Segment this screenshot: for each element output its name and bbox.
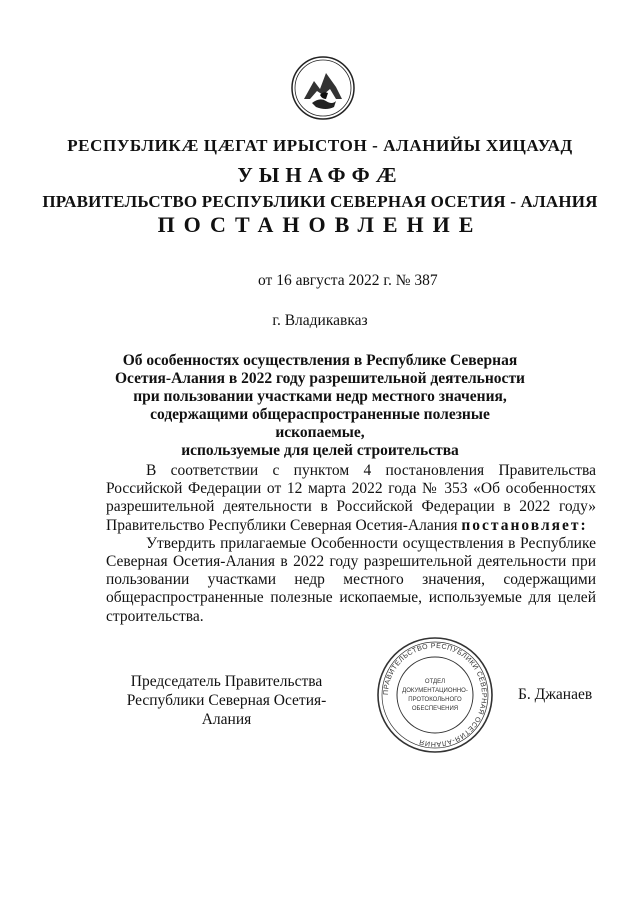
subject-line: содержащими общераспространенные полезные ископаемые,: [150, 406, 490, 441]
body-paragraph-decision: Утвердить прилагаемые Особенности осуществления в Республике Северная Осетия-Алания в 2022 году разрешительной деятельности при пользовании участками недр местного значения, содержащими общераспространенные полезные ископаемые, используемые для целей строительства.: [106, 534, 596, 625]
body-paragraph-preamble: [106, 462, 596, 535]
subject-line: при пользовании участками недр местного значения,: [133, 388, 507, 405]
seal-inner-line: ПРОТОКОЛЬНОГО: [408, 697, 462, 703]
ossetian-government-line: РЕСПУБЛИКӔ ЦӔГАТ ИРЫСТОН - АЛАНИЙЫ ХИЦАУАД: [67, 136, 573, 155]
ossetian-resolution-title: УЫНАФФӔ: [237, 163, 403, 187]
document-city: г. Владикавказ: [272, 312, 368, 329]
seal-inner-line: ДОКУМЕНТАЦИОННО-: [402, 688, 468, 694]
preamble-text: В соответствии с пунктом 4 постановления Правительства Российской Федерации от 12 марта 2022 года № 353 «Об особенностях разрешительной деятельности в Российской Федерации в 2022 году» Правительство Республики Северная Осетия-Алания: [106, 462, 596, 534]
signatory-position-line: Председатель Правительства: [130, 673, 323, 690]
signatory-name: Б. Джанаев: [518, 686, 593, 703]
signatory-position-line: Республики Северная Осетия-Алания: [126, 692, 327, 728]
signatory-position: [104, 672, 349, 729]
coat-of-arms-icon: [290, 55, 356, 121]
seal-inner-line: ОТДЕЛ: [424, 679, 446, 685]
subject-line: Осетия-Алания в 2022 году разрешительной деятельности: [115, 370, 525, 387]
subject-line: используемые для целей строительства: [181, 442, 459, 459]
russian-government-line: ПРАВИТЕЛЬСТВО РЕСПУБЛИКИ СЕВЕРНАЯ ОСЕТИЯ - АЛАНИЯ: [42, 192, 598, 211]
seal-outer-text: ПРАВИТЕЛЬСТВО РЕСПУБЛИКИ СЕВЕРНАЯ ОСЕТИЯ-АЛАНИЯ: [382, 642, 488, 748]
resolution-title: ПОСТАНОВЛЕНИЕ: [157, 212, 483, 237]
seal-inner-line: ОБЕСПЕЧЕНИЯ: [411, 706, 459, 712]
resolution-subject: [110, 352, 530, 460]
subject-line: Об особенностях осуществления в Республике Северная: [122, 352, 518, 369]
svg-text:ПРАВИТЕЛЬСТВО РЕСПУБЛИКИ СЕВЕР: [383, 643, 487, 747]
document-date-number: от 16 августа 2022 г. № 387: [258, 272, 438, 289]
resolution-body: [106, 462, 596, 626]
official-seal-icon: [375, 635, 495, 755]
decision-keyword: постановляет:: [461, 516, 588, 534]
